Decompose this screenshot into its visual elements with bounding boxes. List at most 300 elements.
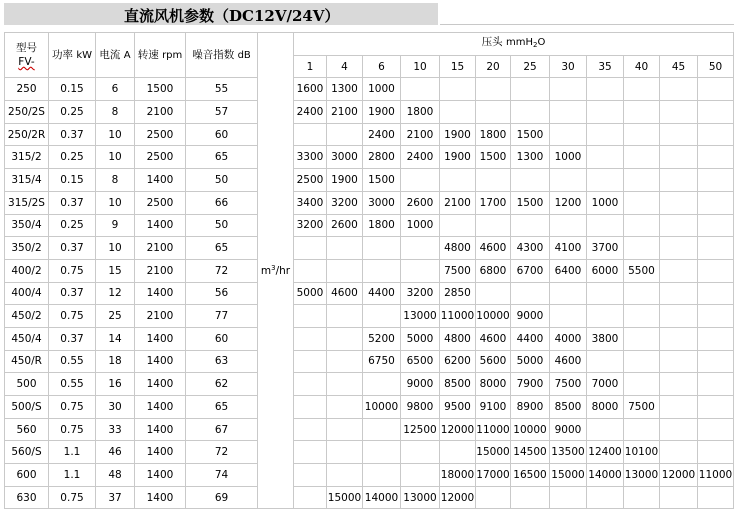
power-cell: 0.55 [49,373,96,396]
flow-cell: 2600 [401,191,440,214]
speed-header [135,33,186,78]
flow-cell [698,146,734,169]
flow-cell: 1500 [511,123,550,146]
table-row [5,305,734,328]
speed-cell: 1400 [135,486,186,509]
flow-cell [587,305,624,328]
speed-cell: 1400 [135,441,186,464]
speed-header-unit: rpm [162,49,183,61]
table-row [5,146,734,169]
flow-cell [363,237,401,260]
noise-cell: 56 [186,282,258,305]
flow-cell: 4800 [440,237,476,260]
flow-cell [401,169,440,192]
flow-cell [624,486,660,509]
flow-cell: 2100 [327,101,363,124]
noise-header-label: 噪音指数 [192,48,235,61]
model-cell: 450/R [5,350,49,373]
model-cell: 250/2R [5,123,49,146]
flow-cell: 12000 [660,464,698,487]
flow-cell: 5600 [476,350,511,373]
flow-cell: 6750 [363,350,401,373]
power-cell: 0.37 [49,327,96,350]
flow-cell: 8000 [476,373,511,396]
flow-cell [698,327,734,350]
power-cell: 1.1 [49,441,96,464]
fan-parameter-table [4,32,734,509]
flow-cell: 7500 [624,396,660,419]
power-cell: 1.1 [49,464,96,487]
flow-cell: 13500 [550,441,587,464]
speed-cell: 1400 [135,396,186,419]
pressure-value-cell: 1 [294,55,327,78]
flow-cell: 6000 [587,259,624,282]
flow-cell [440,169,476,192]
noise-cell: 62 [186,373,258,396]
flow-cell: 18000 [440,464,476,487]
flow-cell: 2500 [294,169,327,192]
speed-cell: 1400 [135,169,186,192]
model-cell: 560 [5,418,49,441]
flow-cell: 3800 [587,327,624,350]
flow-unit-cell [258,33,294,509]
table-row [5,418,734,441]
flow-cell [660,214,698,237]
flow-cell: 2100 [440,191,476,214]
flow-unit-sup: 3 [271,264,276,273]
power-cell: 0.25 [49,101,96,124]
flow-cell [698,486,734,509]
flow-cell [698,373,734,396]
speed-cell: 2100 [135,101,186,124]
flow-cell [660,373,698,396]
flow-cell: 10000 [511,418,550,441]
flow-cell [660,259,698,282]
current-cell: 10 [96,123,135,146]
flow-cell [660,101,698,124]
flow-cell [440,78,476,101]
table-row [5,282,734,305]
power-header [49,33,96,78]
speed-cell: 2100 [135,259,186,282]
flow-cell [294,464,327,487]
flow-cell [294,237,327,260]
flow-cell [294,305,327,328]
flow-cell: 4100 [550,237,587,260]
model-cell: 400/2 [5,259,49,282]
flow-cell: 3400 [294,191,327,214]
pressure-value-cell: 45 [660,55,698,78]
noise-cell: 65 [186,396,258,419]
table-row [5,101,734,124]
flow-cell [587,486,624,509]
speed-cell: 1400 [135,464,186,487]
header-row-top [5,33,734,56]
flow-cell [476,282,511,305]
flow-cell [401,259,440,282]
flow-cell [327,259,363,282]
model-cell: 560/S [5,441,49,464]
pressure-value-cell: 25 [511,55,550,78]
flow-cell: 1600 [294,78,327,101]
flow-cell: 8000 [587,396,624,419]
flow-cell: 4600 [476,327,511,350]
flow-cell: 1900 [440,123,476,146]
flow-cell: 9800 [401,396,440,419]
flow-cell: 6800 [476,259,511,282]
flow-cell: 1900 [363,101,401,124]
flow-cell [660,78,698,101]
power-cell: 0.75 [49,396,96,419]
flow-cell [587,418,624,441]
page-title: 直流风机参数（DC12V/24V） [124,7,340,25]
flow-cell [294,396,327,419]
noise-cell: 50 [186,214,258,237]
flow-cell [550,282,587,305]
pressure-value-cell: 6 [363,55,401,78]
flow-cell [624,169,660,192]
model-header-label: 型号 [16,42,37,55]
flow-cell [476,101,511,124]
model-cell: 250 [5,78,49,101]
current-cell: 46 [96,441,135,464]
table-row [5,237,734,260]
pressure-unit-prefix: mmH [505,37,533,49]
speed-cell: 2100 [135,237,186,260]
table-row [5,486,734,509]
flow-cell: 2400 [363,123,401,146]
flow-cell [660,237,698,260]
pressure-value-cell: 20 [476,55,511,78]
noise-cell: 55 [186,78,258,101]
pressure-value-cell: 4 [327,55,363,78]
flow-cell [698,214,734,237]
flow-cell: 1800 [401,101,440,124]
flow-cell: 10000 [363,396,401,419]
flow-cell [587,350,624,373]
flow-cell [511,101,550,124]
noise-cell: 60 [186,327,258,350]
flow-cell [476,78,511,101]
flow-cell [511,169,550,192]
flow-cell [660,486,698,509]
flow-cell [294,486,327,509]
model-cell: 350/2 [5,237,49,260]
table-row [5,441,734,464]
power-cell: 0.75 [49,259,96,282]
flow-cell [294,259,327,282]
flow-cell: 11000 [476,418,511,441]
power-cell: 0.37 [49,237,96,260]
flow-cell: 9000 [511,305,550,328]
flow-cell [698,169,734,192]
current-cell: 8 [96,101,135,124]
flow-cell: 5000 [294,282,327,305]
flow-cell: 14000 [363,486,401,509]
flow-cell [327,373,363,396]
flow-cell: 8900 [511,396,550,419]
flow-cell: 1800 [363,214,401,237]
flow-cell [476,214,511,237]
flow-cell [698,441,734,464]
flow-cell [327,396,363,419]
power-cell: 0.37 [49,282,96,305]
flow-cell: 12500 [401,418,440,441]
flow-cell [440,101,476,124]
pressure-unit-suffix: O [537,37,546,49]
power-cell: 0.75 [49,305,96,328]
noise-cell: 50 [186,169,258,192]
flow-cell [440,214,476,237]
flow-cell: 2600 [327,214,363,237]
pressure-unit-sub: 2 [533,41,538,50]
flow-cell: 2850 [440,282,476,305]
power-cell: 0.37 [49,123,96,146]
flow-cell: 1500 [363,169,401,192]
flow-cell: 4400 [363,282,401,305]
flow-cell [363,441,401,464]
flow-cell: 2800 [363,146,401,169]
table-row [5,259,734,282]
pressure-value-cell: 30 [550,55,587,78]
flow-cell [327,123,363,146]
flow-cell [587,101,624,124]
model-cell: 400/4 [5,282,49,305]
flow-cell [511,486,550,509]
flow-cell [587,169,624,192]
flow-cell [624,373,660,396]
flow-cell: 5000 [401,327,440,350]
flow-cell: 16500 [511,464,550,487]
flow-cell [624,350,660,373]
flow-cell: 4300 [511,237,550,260]
flow-cell: 9500 [440,396,476,419]
power-cell: 0.15 [49,78,96,101]
power-cell: 0.25 [49,146,96,169]
flow-cell: 12400 [587,441,624,464]
noise-header-unit: dB [237,49,251,61]
flow-cell [587,282,624,305]
flow-cell: 7000 [587,373,624,396]
flow-cell: 4600 [327,282,363,305]
flow-cell [624,214,660,237]
flow-cell [587,214,624,237]
pressure-value-cell: 10 [401,55,440,78]
flow-cell [698,101,734,124]
flow-cell [660,396,698,419]
flow-cell: 5200 [363,327,401,350]
flow-cell [550,214,587,237]
pressure-value-cell: 40 [624,55,660,78]
flow-cell [698,78,734,101]
speed-cell: 1400 [135,350,186,373]
current-cell: 37 [96,486,135,509]
flow-cell [363,305,401,328]
speed-cell: 2500 [135,146,186,169]
flow-cell [698,350,734,373]
flow-cell [294,350,327,373]
noise-cell: 63 [186,350,258,373]
flow-cell: 15000 [327,486,363,509]
table-row [5,464,734,487]
flow-cell [327,350,363,373]
flow-cell: 5500 [624,259,660,282]
flow-cell [660,327,698,350]
flow-cell: 1700 [476,191,511,214]
flow-cell: 15000 [550,464,587,487]
flow-cell: 5000 [511,350,550,373]
flow-cell [624,101,660,124]
model-cell: 600 [5,464,49,487]
flow-cell: 1200 [550,191,587,214]
table-row [5,373,734,396]
flow-cell [401,441,440,464]
noise-cell: 66 [186,191,258,214]
flow-cell [660,169,698,192]
speed-cell: 1400 [135,373,186,396]
current-cell: 10 [96,191,135,214]
flow-cell: 9100 [476,396,511,419]
flow-cell [624,237,660,260]
flow-cell: 1000 [587,191,624,214]
flow-cell [624,78,660,101]
flow-cell [660,441,698,464]
table-row [5,327,734,350]
pressure-value-cell: 35 [587,55,624,78]
flow-cell: 1000 [401,214,440,237]
model-cell: 250/2S [5,101,49,124]
power-cell: 0.25 [49,214,96,237]
table-row [5,169,734,192]
flow-cell [294,123,327,146]
flow-cell [698,418,734,441]
flow-cell [624,146,660,169]
flow-cell: 3200 [401,282,440,305]
flow-cell [698,259,734,282]
flow-cell [698,305,734,328]
current-header-unit: A [123,49,131,61]
flow-cell: 6400 [550,259,587,282]
flow-cell [550,78,587,101]
flow-cell: 13000 [624,464,660,487]
flow-cell: 9000 [550,418,587,441]
flow-cell [511,214,550,237]
flow-cell: 13000 [401,305,440,328]
flow-cell: 1300 [511,146,550,169]
flow-cell [660,191,698,214]
flow-cell: 3300 [294,146,327,169]
noise-cell: 74 [186,464,258,487]
current-cell: 10 [96,146,135,169]
table-row [5,78,734,101]
flow-cell [550,123,587,146]
power-cell: 0.55 [49,350,96,373]
flow-unit-prefix: m [260,265,272,278]
speed-header-label: 转速 [137,48,159,61]
title-divider [440,24,734,25]
flow-cell [698,191,734,214]
flow-cell [294,373,327,396]
power-header-unit: kW [76,49,93,61]
flow-cell [660,123,698,146]
flow-cell: 10000 [476,305,511,328]
current-cell: 14 [96,327,135,350]
flow-cell [294,327,327,350]
noise-cell: 69 [186,486,258,509]
flow-cell [624,327,660,350]
current-header [96,33,135,78]
flow-cell [587,146,624,169]
power-header-label: 功率 [51,48,73,61]
flow-cell: 3000 [363,191,401,214]
flow-cell [327,327,363,350]
flow-cell: 14500 [511,441,550,464]
speed-cell: 2500 [135,123,186,146]
flow-cell: 4000 [550,327,587,350]
flow-cell: 1000 [363,78,401,101]
flow-cell: 14000 [587,464,624,487]
flow-cell: 11000 [440,305,476,328]
model-cell: 315/2S [5,191,49,214]
flow-cell [401,237,440,260]
pressure-value-cell: 50 [698,55,734,78]
flow-cell: 1900 [327,169,363,192]
current-cell: 12 [96,282,135,305]
flow-cell [550,169,587,192]
current-cell: 18 [96,350,135,373]
power-cell: 0.15 [49,169,96,192]
flow-cell: 1800 [476,123,511,146]
power-cell: 0.37 [49,191,96,214]
noise-header [186,33,258,78]
flow-cell: 3000 [327,146,363,169]
flow-cell: 11000 [698,464,734,487]
model-cell: 500 [5,373,49,396]
current-cell: 6 [96,78,135,101]
flow-cell: 6700 [511,259,550,282]
power-cell: 0.75 [49,486,96,509]
noise-cell: 72 [186,441,258,464]
flow-cell [476,486,511,509]
flow-cell: 8500 [440,373,476,396]
flow-cell: 7500 [440,259,476,282]
flow-cell: 4800 [440,327,476,350]
flow-cell [327,441,363,464]
flow-cell: 13000 [401,486,440,509]
flow-cell: 3200 [327,191,363,214]
flow-cell: 2400 [401,146,440,169]
noise-cell: 72 [186,259,258,282]
flow-cell [624,191,660,214]
model-cell: 630 [5,486,49,509]
flow-cell [660,146,698,169]
noise-cell: 60 [186,123,258,146]
current-cell: 10 [96,237,135,260]
pressure-header-label: 压头 [481,36,503,49]
model-cell: 350/4 [5,214,49,237]
flow-cell [511,282,550,305]
flow-cell [550,101,587,124]
flow-cell [511,78,550,101]
flow-cell [624,282,660,305]
flow-cell [327,464,363,487]
model-cell: 450/2 [5,305,49,328]
model-header [5,33,49,78]
current-cell: 30 [96,396,135,419]
flow-cell [294,441,327,464]
model-cell: 450/4 [5,327,49,350]
flow-cell [440,441,476,464]
